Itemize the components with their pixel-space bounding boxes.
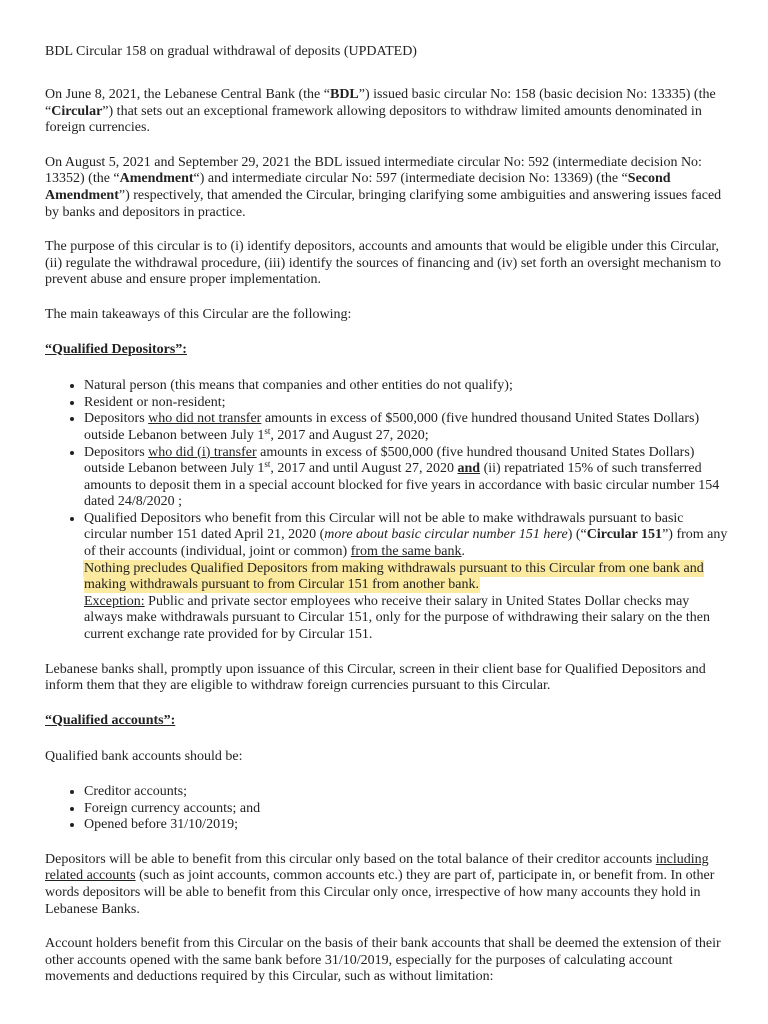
paragraph-accounts-intro: Qualified bank accounts should be:: [45, 749, 243, 765]
underlined-text: from the same bank: [350, 544, 462, 560]
bold-term-circular: Circular: [51, 103, 103, 119]
list-item: • Creditor accounts;: [84, 784, 728, 801]
underlined-text: who did not transfer: [148, 411, 262, 427]
bold-term-amendment: Amendment: [119, 171, 194, 187]
text: (ii) repatriated 15% of such transferred amounts to deposit them in a special account blocked for five years in accordance with basic circular number 154 dated 24/8/2020 ;: [84, 461, 720, 510]
paragraph-related-accounts: [45, 852, 728, 918]
text: On June 8, 2021, the Lebanese Central Bank (the “: [45, 87, 330, 102]
bold-term-bdl: BDL: [329, 87, 359, 102]
text: ”) issued basic circular No: 158 (basic decision No: 13335) (the “: [45, 87, 716, 119]
list-item: [84, 411, 728, 444]
text: Public and private sector employees who receive their salary in United States Dollar checks may always make withdrawals pursuant to Circular 151, only for the purpose of withdrawing their salary on the then current exchange rate provided for by Circular 151.: [84, 593, 710, 643]
text: Qualified Depositors who benefit from this Circular will not be able to make withdrawals pursuant to basic circular number 151 dated April 21, 2020 (: [84, 510, 684, 543]
bold-underlined-and: and: [457, 461, 481, 477]
list-item: • Foreign currency accounts; and: [84, 801, 728, 818]
text: ”) respectively, that amended the Circular, bringing clarifying some ambiguities and answering issues faced by banks and depositors in practice.: [45, 187, 722, 220]
superscript: st: [264, 425, 271, 436]
link-circular-151[interactable]: more about basic circular number 151 here: [324, 527, 568, 543]
list-qualified-accounts: [45, 784, 728, 834]
paragraph-banks-screening: Lebanese banks shall, promptly upon issuance of this Circular, screen in their client base for Qualified Depositors and inform them that they are eligible to withdraw foreign currencies pursuant to this Circular.: [45, 661, 706, 694]
text: ) (“: [567, 527, 587, 543]
text: amounts in excess of $500,000 (five hundred thousand United States Dollars) outside Lebanon between July 1: [84, 444, 695, 477]
list-item: • Opened before 31/10/2019;: [84, 817, 728, 834]
text: , 2017 and August 27, 2020;: [270, 427, 429, 443]
text: On August 5, 2021 and September 29, 2021 the BDL issued intermediate circular No: 592 (intermediate decision No: 13352) (the “: [45, 154, 702, 187]
list-item: [84, 445, 728, 511]
exception-label: Exception:: [84, 593, 145, 609]
paragraph-purpose: The purpose of this circular is to (i) identify depositors, accounts and amounts that would be eligible under this Circular, (ii) regulate the withdrawal procedure, (iii) identify the sources of financing and (iv) set forth an oversight mechanism to prevent abuse and ensure proper implementation.: [45, 239, 722, 288]
bold-term-second-amendment: Second Amendment: [45, 171, 671, 203]
text: (such as joint accounts, common accounts etc.) they are part of, participate in, or benefit from. In other words depositors will be able to benefit from this Circular only once, irrespective of how many accounts they hold in Lebanese Banks.: [45, 868, 715, 917]
text: ”) that sets out an exceptional framework allowing depositors to withdraw limited amounts denominated in foreign currencies.: [45, 103, 702, 136]
heading-qualified-depositors: “Qualified Depositors”:: [45, 341, 187, 357]
paragraph-takeaways: The main takeaways of this Circular are the following:: [45, 306, 352, 322]
heading-qualified-accounts: “Qualified accounts”:: [45, 712, 176, 728]
list-item: • Natural person (this means that companies and other entities do not qualify);: [84, 378, 728, 395]
list-item: [84, 511, 728, 644]
superscript: st: [264, 459, 271, 470]
paragraph-intro: [45, 87, 728, 137]
paragraph-amendments: [45, 155, 728, 221]
paragraph-account-holders: Account holders benefit from this Circular on the basis of their bank accounts that shall be deemed the extension of their other accounts opened with the same bank before 31/10/2019, especially for the purposes of calculating account movements and deductions required by this Circular, such as without limitation:: [45, 936, 721, 985]
text: Depositors: [84, 444, 149, 460]
text: ”) from any of their accounts (individual, joint or common): [84, 527, 728, 560]
highlighted-text: Nothing precludes Qualified Depositors from making withdrawals pursuant to this Circular from one bank and making withdrawals pursuant to from Circular 151 from another bank.: [84, 560, 704, 593]
text: amounts in excess of $500,000 (five hundred thousand United States Dollars) outside Lebanon between July 1: [84, 411, 700, 443]
bold-term-circular-151: Circular 151: [586, 527, 663, 543]
underlined-text: who did (i) transfer: [148, 444, 257, 460]
list-qualified-depositors: [45, 378, 728, 644]
text: .: [461, 544, 466, 560]
text: Depositors: [84, 411, 149, 427]
text: , 2017 and until August 27, 2020: [270, 461, 458, 477]
underlined-text: including related accounts: [45, 851, 709, 884]
list-item: • Resident or non-resident;: [84, 395, 728, 412]
document-title: BDL Circular 158 on gradual withdrawal of deposits (UPDATED): [45, 44, 417, 59]
text: Depositors will be able to benefit from this circular only based on the total balance of their creditor accounts: [45, 851, 656, 867]
text: “) and intermediate circular No: 597 (intermediate decision No: 13369) (the “: [193, 171, 628, 187]
